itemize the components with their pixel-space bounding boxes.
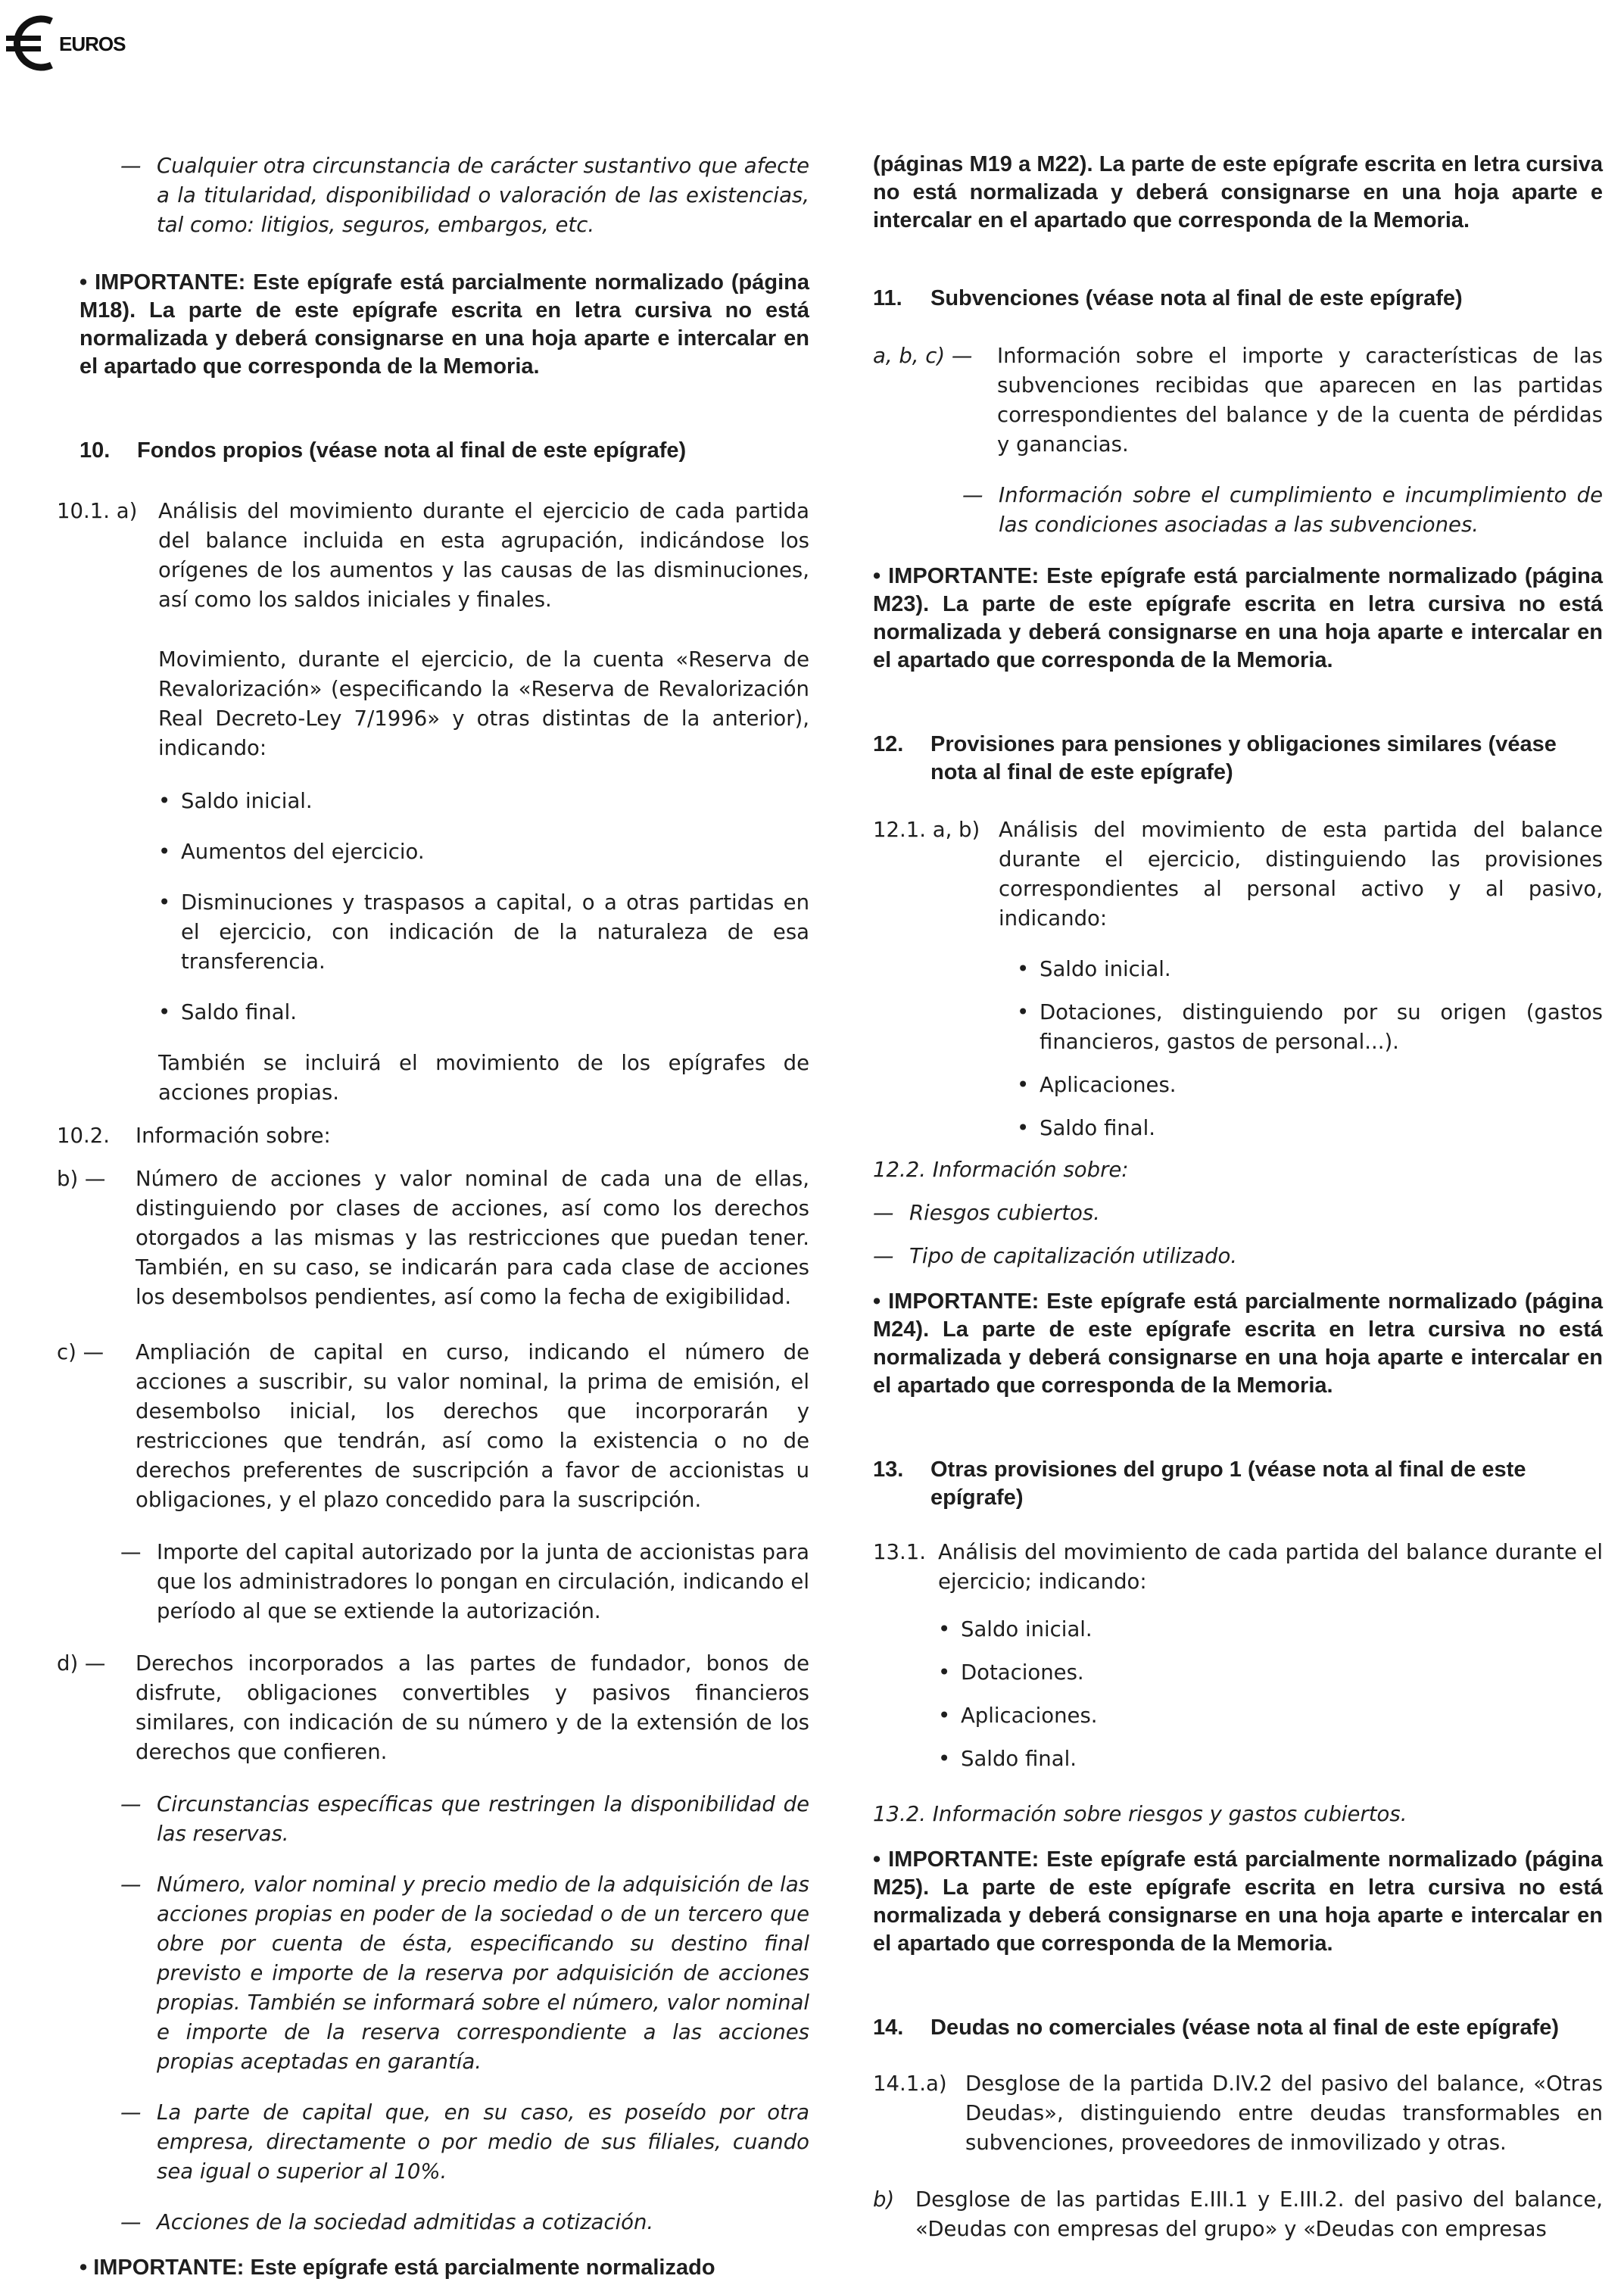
dash-item: — La parte de capital que, en su caso, es poseído por otra empresa, directamente o por medio de sus filiales, cuando sea igual o superior al 10%. <box>120 2100 809 2184</box>
importante-note-m18: • IMPORTANTE: Este epígrafe está parcialmente normalizado (página M18). La parte de este epígrafe escrita en letra cursiva no está normalizada y deberá consignarse en una hoja aparte e intercalar en el apartado que corresponda de la Memoria. <box>79 270 809 379</box>
item-11-abc: a, b, c) — Información sobre el importe y características de las subvenciones recibidas que aparecen en las partidas correspondientes del balance y de la cuenta de pérdidas y ganancias. <box>873 344 1603 457</box>
item-12-1: 12.1. a, b) Análisis del movimiento de esta partida del balance durante el ejercicio, distinguiendo las provisiones correspondientes al personal activo y al pasivo, indicando: <box>873 818 1603 931</box>
tambien-paragraph: También se incluirá el movimiento de los epígrafes de acciones propias. <box>158 1051 809 1105</box>
left-column <box>57 151 809 2282</box>
item-14-1-b: b) Desglose de las partidas E.III.1 y E.III.2. del pasivo del balance, «Deudas con empresas del grupo» y «Deudas con empresas <box>873 2187 1603 2241</box>
bullet-item: • Saldo final. <box>938 1747 1077 1771</box>
importante-note-m25: • IMPORTANTE: Este epígrafe está parcialmente normalizado (página M25). La parte de este epígrafe escrita en letra cursiva no está normalizada y deberá consignarse en una hoja aparte e intercalar en el apartado que corresponda de la Memoria. <box>873 1847 1603 1956</box>
dash-item: — Tipo de capitalización utilizado. <box>873 1244 1238 1268</box>
item-13-2: 13.2. Información sobre riesgos y gastos cubiertos. <box>873 1802 1407 1826</box>
dash-item: — Información sobre el cumplimiento e incumplimiento de las condiciones asociadas a las subvenciones. <box>962 483 1603 537</box>
movimiento-paragraph: Movimiento, durante el ejercicio, de la cuenta «Reserva de Revalorización» (especificando la «Reserva de Revalorización Real Decreto-Ley 7/1996» y otras distintas de la anterior), indicando: <box>158 647 809 760</box>
intro-dash-item: — Cualquier otra circunstancia de carácter sustantivo que afecte a la titularidad, disponibilidad o valoración de las existencias, tal como: litigios, seguros, embargos, etc. <box>120 154 809 237</box>
importante-note-m23: • IMPORTANTE: Este epígrafe está parcialmente normalizado (página M23). La parte de este epígrafe escrita en letra cursiva no está normalizada y deberá consignarse en una hoja aparte e intercalar en el apartado que corresponda de la Memoria. <box>873 564 1603 672</box>
item-14-1-a: 14.1.a) Desglose de la partida D.IV.2 del pasivo del balance, «Otras Deudas», distinguiendo entre deudas transformables en subvenciones, proveedores de inmovilizado y otras. <box>873 2072 1603 2155</box>
dash-item: — Riesgos cubiertos. <box>873 1201 1100 1225</box>
bullet-item: • Dotaciones, distinguiendo por su origen (gastos financieros, gastos de personal...). <box>1017 1000 1603 1054</box>
bullet-item: • Aplicaciones. <box>1017 1073 1177 1097</box>
bullet-item: • Dotaciones. <box>938 1660 1084 1685</box>
dash-item: — Número, valor nominal y precio medio de la adquisición de las acciones propias en poder de la sociedad o de un tercero que obre por cuenta de ésta, especificando su destino final previsto e importe de la reserva por adquisición de acciones propias. También se informará sobre el número, valor nominal e importe de la reserva correspondiente a las acciones propias aceptadas en garantía. <box>120 1872 809 2074</box>
bullet-item: • Saldo inicial. <box>1017 957 1171 981</box>
item-13-1: 13.1. Análisis del movimiento de cada partida del balance durante el ejercicio; indicando: <box>873 1540 1603 1594</box>
item-10-2: 10.2. Información sobre: <box>57 1124 331 1148</box>
dash-item: — Acciones de la sociedad admitidas a cotización. <box>120 2210 654 2234</box>
importante-note-m24: • IMPORTANTE: Este epígrafe está parcialmente normalizado (página M24). La parte de este epígrafe escrita en letra cursiva no está normalizada y deberá consignarse en una hoja aparte e intercalar en el apartado que corresponda de la Memoria. <box>873 1289 1603 1398</box>
dash-item: — Circunstancias específicas que restringen la disponibilidad de las reservas. <box>120 1792 809 1846</box>
bullet-item: • Saldo final. <box>158 1000 297 1024</box>
section-13-heading: 13. Otras provisiones del grupo 1 (véase nota al final de este epígrafe) <box>873 1457 1526 1510</box>
bullet-item: • Aplicaciones. <box>938 1704 1098 1728</box>
euro-sign-icon <box>5 11 56 76</box>
bullet-item: • Saldo final. <box>1017 1116 1155 1140</box>
item-10-2-b: b) — Número de acciones y valor nominal de cada una de ellas, distinguiendo por clases de acciones, así como los derechos otorgados a las mismas y las restricciones que puedan tener. También, en su caso, se indicarán para cada clase de acciones los desembolsos pendientes, así como la fecha de exigibilidad. <box>57 1167 809 1309</box>
section-10-heading: 10. Fondos propios (véase nota al final de este epígrafe) <box>79 438 687 463</box>
item-10-2-d: d) — Derechos incorporados a las partes de fundador, bonos de disfrute, obligaciones convertibles y pasivos financieros similares, con indicación de su número y de la extensión de los derechos que confieren. <box>57 1651 809 1764</box>
brand-label: EUROS <box>59 32 126 55</box>
page-header <box>5 11 125 76</box>
bullet-item: • Disminuciones y traspasos a capital, o a otras partidas en el ejercicio, con indicación de la naturaleza de esa transferencia. <box>158 890 809 974</box>
section-11-heading: 11. Subvenciones (véase nota al final de este epígrafe) <box>873 286 1463 310</box>
section-14-heading: 14. Deudas no comerciales (véase nota al final de este epígrafe) <box>873 2015 1560 2040</box>
bullet-item: • Aumentos del ejercicio. <box>158 840 425 864</box>
importante-continuation: (páginas M19 a M22). La parte de este epígrafe escrita en letra cursiva no está normalizada y deberá consignarse en una hoja aparte e intercalar en el apartado que corresponda de la Memoria. <box>873 152 1603 232</box>
section-12-heading: 12. Provisiones para pensiones y obligaciones similares (véase nota al final de este epígrafe) <box>873 732 1557 784</box>
item-10-2-c: c) — Ampliación de capital en curso, indicando el número de acciones a suscribir, su valor nominal, la prima de emisión, el desembolso inicial, los derechos que incorporarán y restricciones que tendrán, así como la existencia o no de derechos preferentes de suscripción a favor de accionistas u obligaciones, y el plazo concedido para la suscripción. <box>57 1340 809 1512</box>
bullet-item: • Saldo inicial. <box>938 1617 1093 1641</box>
item-12-2: 12.2. Información sobre: <box>873 1158 1129 1182</box>
right-column <box>873 151 1603 2244</box>
dash-item: — Importe del capital autorizado por la junta de accionistas para que los administradores lo pongan en circulación, indicando el período al que se extiende la autorización. <box>120 1540 809 1623</box>
item-10-1-a: 10.1. a) Análisis del movimiento durante el ejercicio de cada partida del balance incluida en esta agrupación, indicándose los orígenes de los aumentos y las causas de las disminuciones, así como los saldos iniciales y finales. <box>57 499 809 612</box>
importante-note-bottom: • IMPORTANTE: Este epígrafe está parcialmente normalizado <box>79 2256 715 2280</box>
bullet-item: • Saldo inicial. <box>158 789 313 813</box>
